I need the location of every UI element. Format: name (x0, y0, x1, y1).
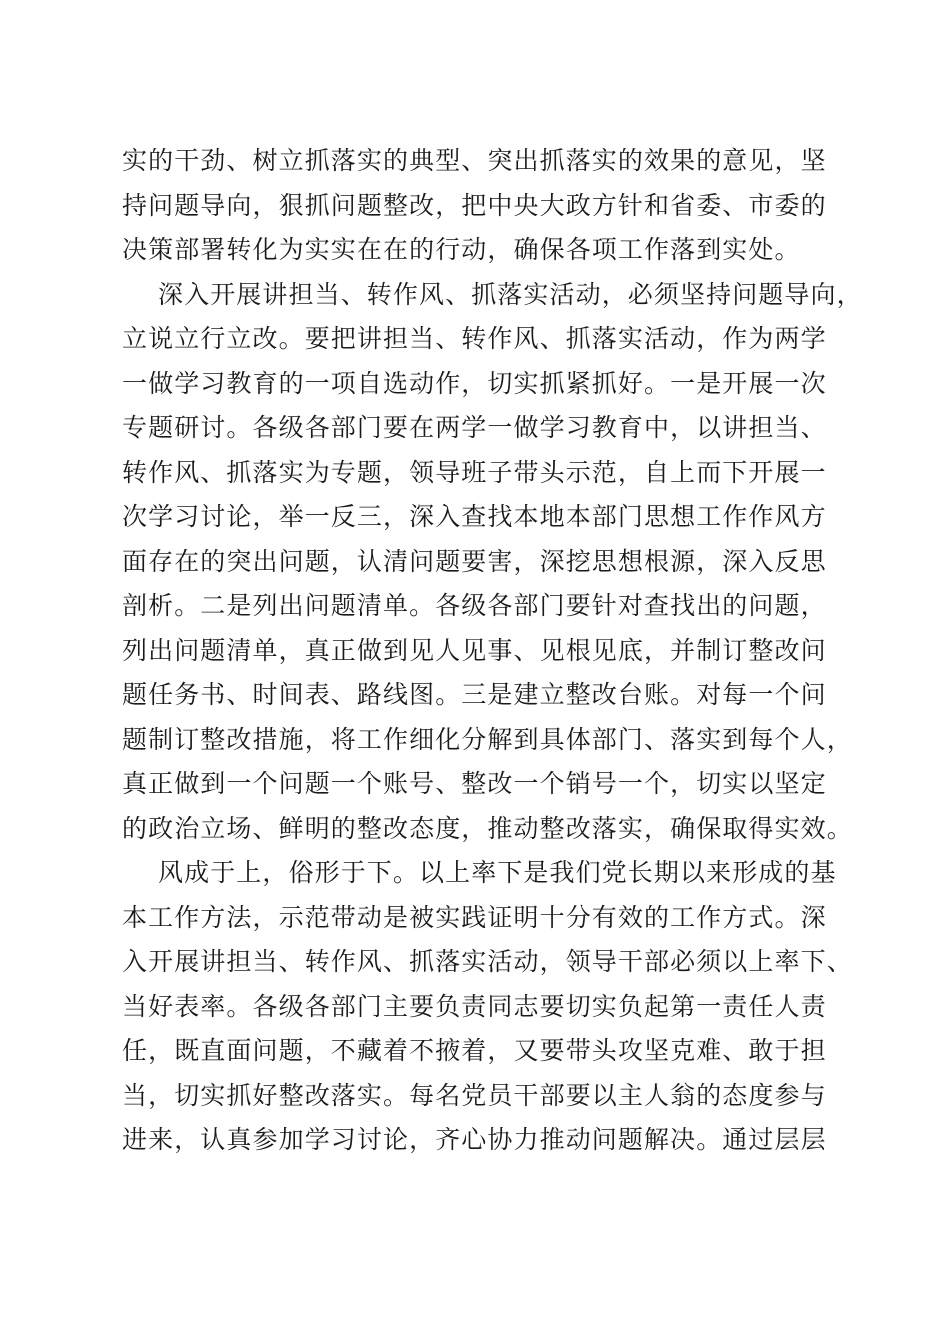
text-line: 当，切实抓好整改落实。每名党员干部要以主人翁的态度参与 (122, 1080, 827, 1110)
body-text (122, 139, 863, 1163)
text-line: 题任务书、时间表、路线图。三是建立整改台账。对每一个问 (122, 680, 827, 709)
text-line: 面存在的突出问题，认清问题要害，深挖思想根源，深入反思 (122, 546, 827, 576)
text-line: 持问题导向，狠抓问题整改，把中央大政方针和省委、市委的 (122, 190, 827, 220)
text-line: 立说立行立改。要把讲担当、转作风、抓落实活动，作为两学 (122, 324, 827, 353)
paragraph-first-line: 风成于上，俗形于下。以上率下是我们党长期以来形成的基 (158, 858, 837, 887)
text-line: 当好表率。各级各部门主要负责同志要切实负起第一责任人责 (122, 991, 827, 1021)
text-line: 决策部署转化为实实在在的行动，确保各项工作落到实处。 (122, 235, 801, 264)
paragraph-first-line: 深入开展讲担当、转作风、抓落实活动，必须坚持问题导向， (158, 279, 863, 309)
text-line: 任，既直面问题，不藏着不掖着，又要带头攻坚克难、敢于担 (122, 1036, 827, 1065)
text-line: 专题研讨。各级各部门要在两学一做学习教育中，以讲担当、 (122, 413, 827, 442)
text-line: 本工作方法，示范带动是被实践证明十分有效的工作方式。深 (122, 902, 827, 932)
text-line: 转作风、抓落实为专题，领导班子带头示范，自上而下开展一 (122, 457, 827, 487)
text-line: 入开展讲担当、转作风、抓落实活动，领导干部必须以上率下、 (122, 947, 853, 976)
text-line: 剖析。二是列出问题清单。各级各部门要针对查找出的问题， (122, 591, 827, 620)
text-line: 的政治立场、鲜明的整改态度，推动整改落实，确保取得实效。 (122, 813, 853, 843)
text-line: 次学习讨论，举一反三，深入查找本地本部门思想工作作风方 (122, 502, 827, 531)
text-line: 实的干劲、树立抓落实的典型、突出抓落实的效果的意见，坚 (122, 146, 827, 175)
text-line: 进来，认真参加学习讨论，齐心协力推动问题解决。通过层层 (122, 1125, 827, 1154)
text-line: 列出问题清单，真正做到见人见事、见根见底，并制订整改问 (122, 635, 827, 665)
text-line: 一做学习教育的一项自选动作，切实抓紧抓好。一是开展一次 (122, 368, 827, 398)
text-line: 真正做到一个问题一个账号、整改一个销号一个，切实以坚定 (122, 769, 827, 798)
text-line: 题制订整改措施，将工作细化分解到具体部门、落实到每个人， (122, 724, 853, 754)
